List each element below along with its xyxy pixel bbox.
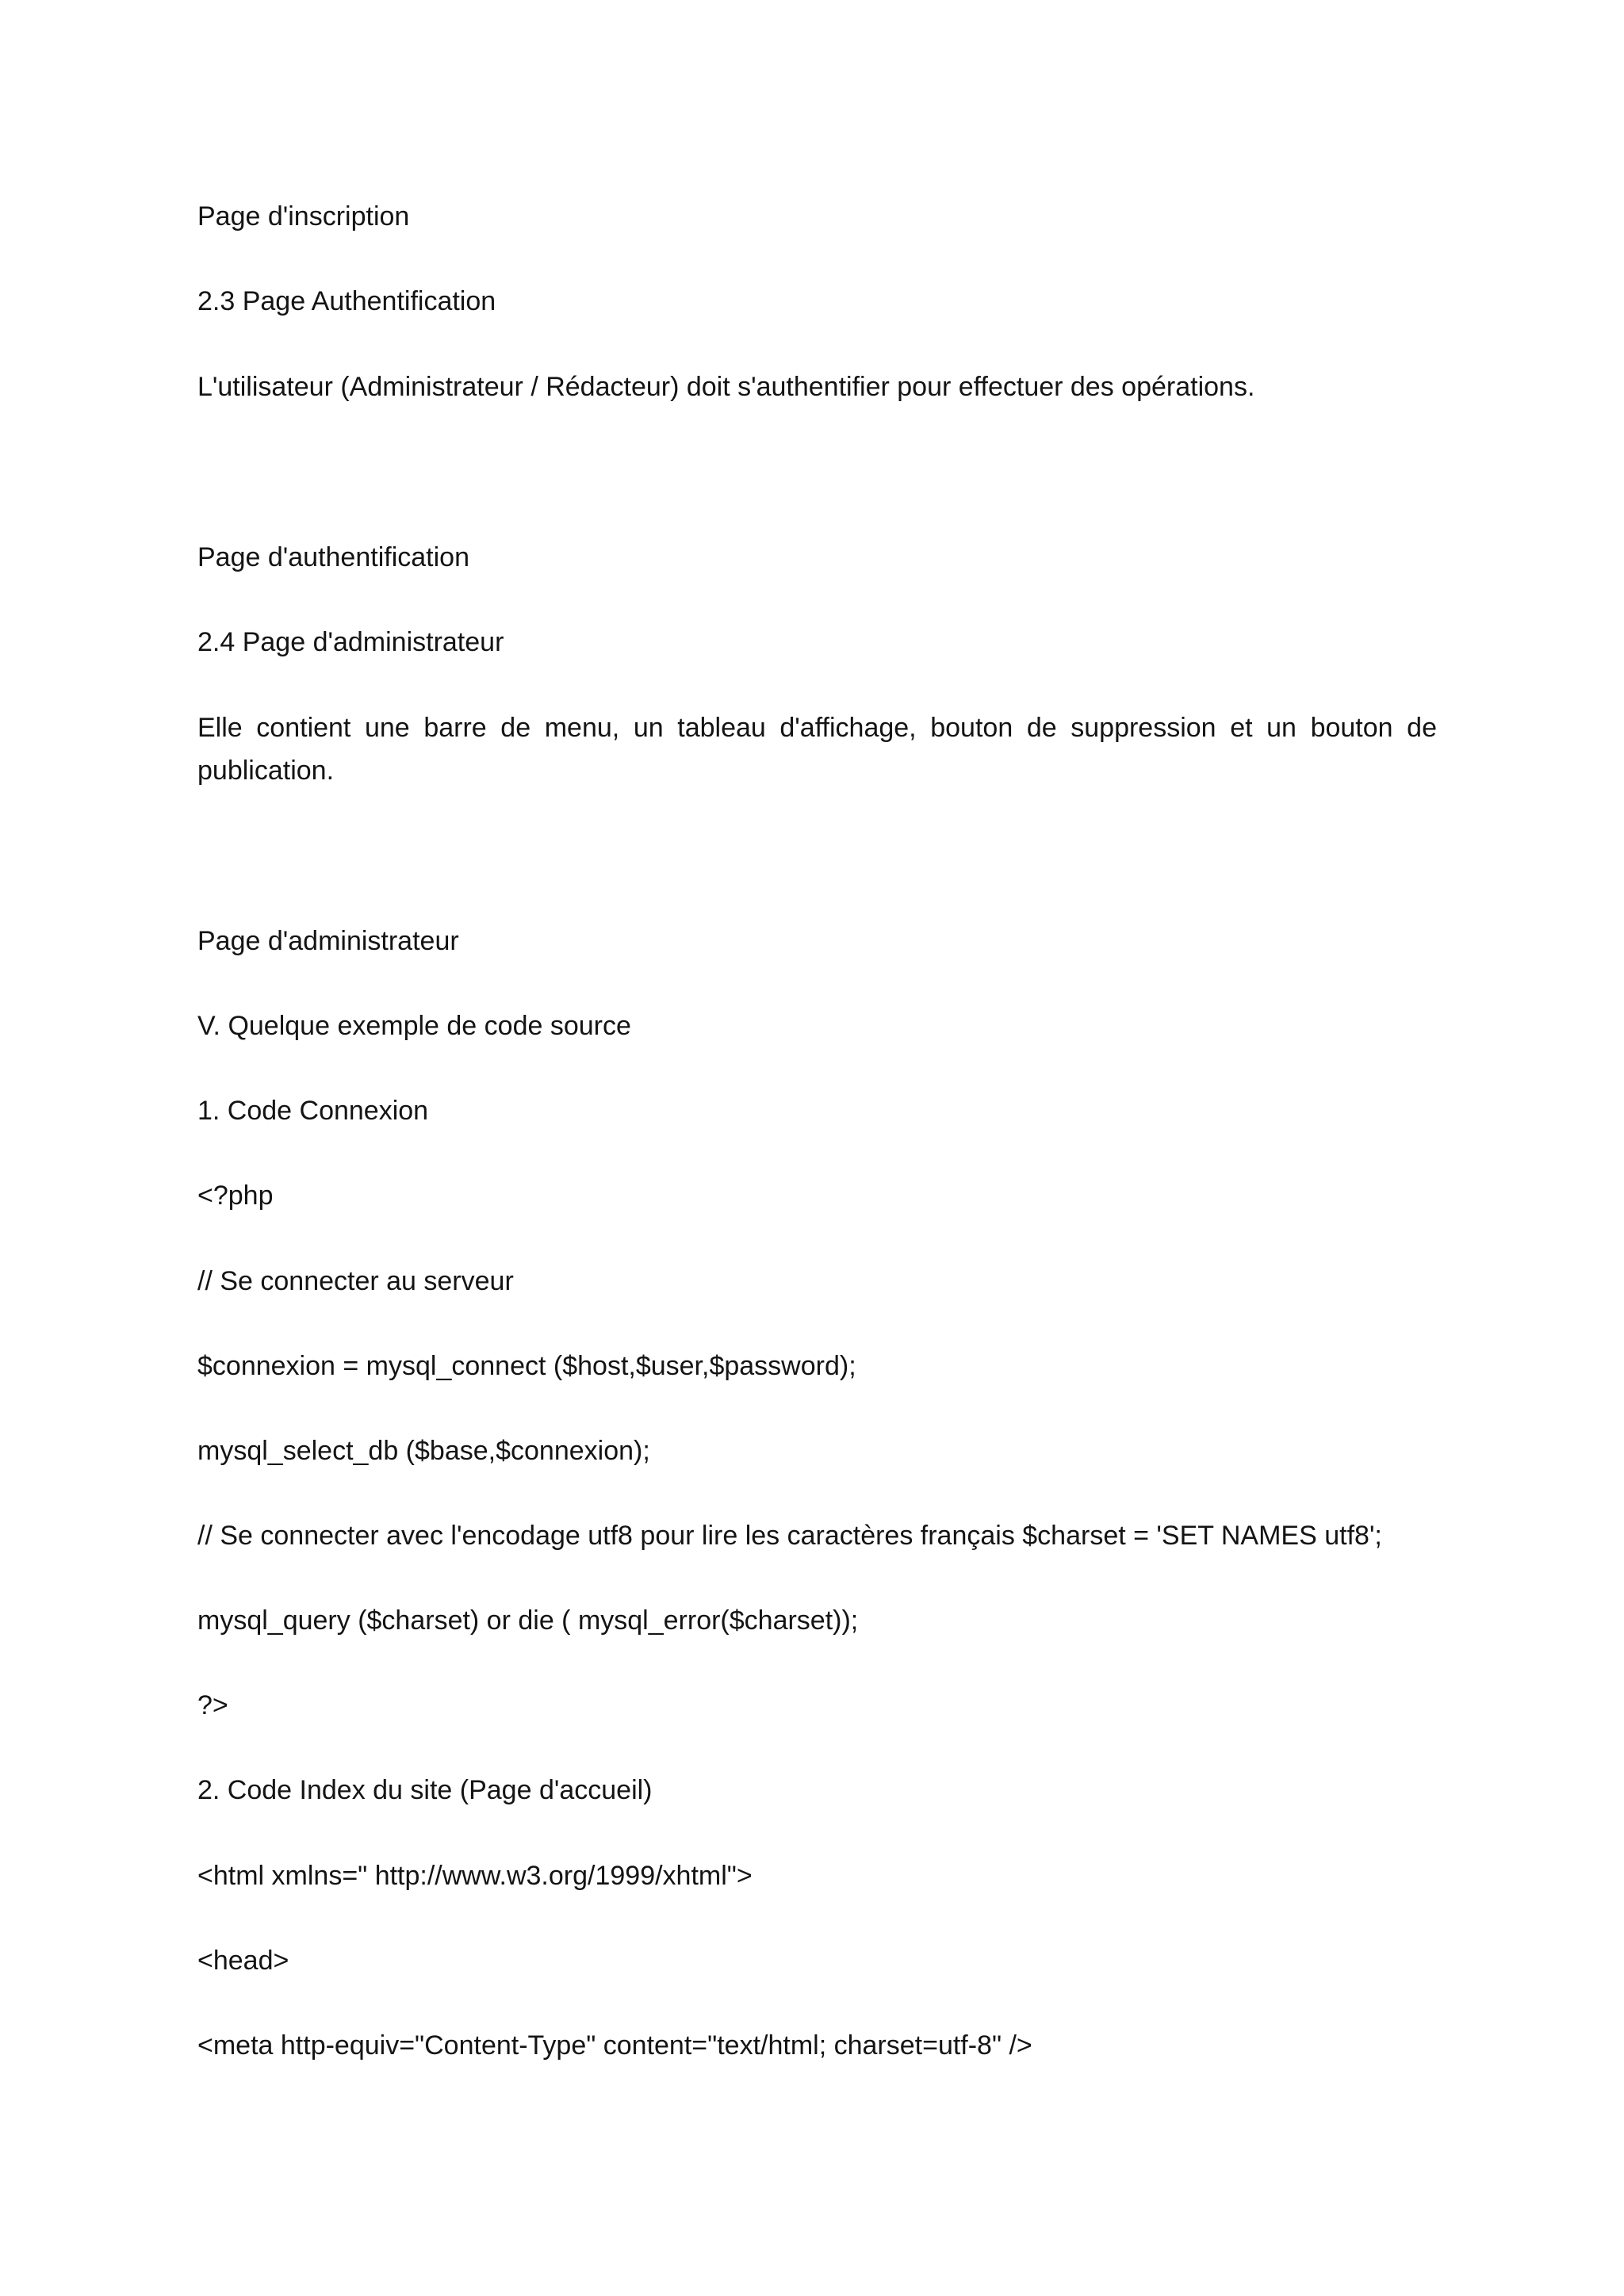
code-line: <?php [197, 1181, 274, 1211]
code-line: mysql_select_db ($base,$connexion); [197, 1436, 650, 1466]
code-line: mysql_query ($charset) or die ( mysql_error($charset)); [197, 1605, 859, 1636]
figure-caption-inscription: Page d'inscription [197, 201, 410, 232]
figure-caption-authentification: Page d'authentification [197, 542, 469, 572]
code-line: // Se connecter avec l'encodage utf8 pour lire les caractères français $charset = 'SET NAMES utf8'; [197, 1521, 1382, 1551]
code-line: <meta http-equiv="Content-Type" content="text/html; charset=utf-8" /> [197, 2030, 1032, 2061]
code-line: ?> [197, 1690, 228, 1720]
subsection-heading-code-connexion: 1. Code Connexion [197, 1096, 429, 1126]
paragraph-auth-description: L'utilisateur (Administrateur / Rédacteur) doit s'authentifier pour effectuer des opérations. [197, 372, 1255, 402]
code-line: // Se connecter au serveur [197, 1266, 514, 1296]
code-line: <html xmlns=" http://www.w3.org/1999/xhtml"> [197, 1861, 753, 1891]
code-line: <head> [197, 1946, 289, 1976]
code-line: $connexion = mysql_connect ($host,$user,$password); [197, 1351, 856, 1381]
section-heading-code-source: V. Quelque exemple de code source [197, 1011, 631, 1041]
paragraph-admin-description: Elle contient une barre de menu, un tableau d'affichage, bouton de suppression et un bouton de publication. [197, 713, 1437, 786]
figure-caption-administrateur: Page d'administrateur [197, 926, 459, 956]
subsection-heading-code-index: 2. Code Index du site (Page d'accueil) [197, 1775, 653, 1805]
section-heading-authentification: 2.3 Page Authentification [197, 286, 496, 316]
section-heading-administrateur: 2.4 Page d'administrateur [197, 627, 504, 657]
